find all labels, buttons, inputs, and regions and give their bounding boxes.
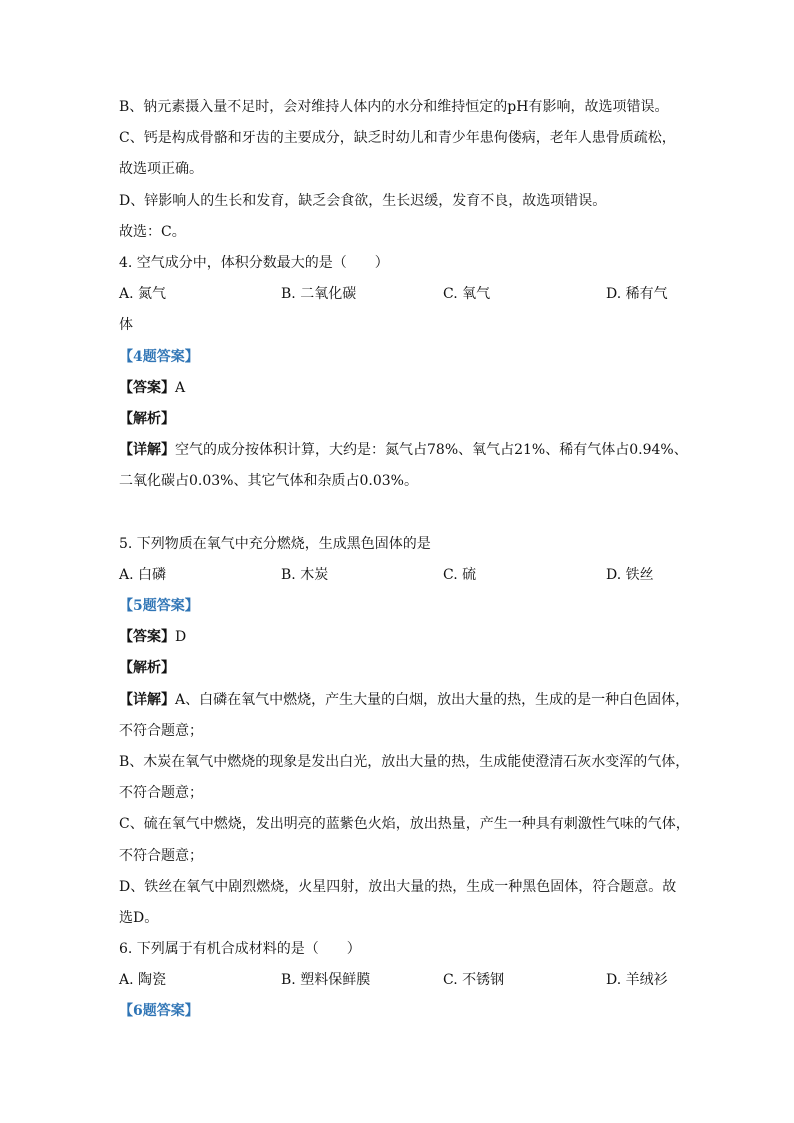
prev-explanation-d: D、锌影响人的生长和发育，缺乏会食欲，生长迟缓，发育不良，故选项错误。 <box>119 192 607 209</box>
prev-explanation-b: B、钠元素摄入量不足时，会对维持人体内的水分和维持恒定的pH有影响，故选项错误。 <box>119 99 669 115</box>
q4-detail-text1: 空气的成分按体积计算，大约是：氮气占78%、氧气占21%、稀有气体占0.94%、 <box>175 442 688 459</box>
q4-answer-heading: 【4题答案】 <box>119 348 199 365</box>
q5-answer <box>119 628 689 659</box>
q4-options <box>119 285 689 316</box>
q5-detail-d-line1: D、铁丝在氧气中剧烈燃烧，火星四射，放出大量的热，生成一种黑色固体，符合题意。故 <box>119 878 677 895</box>
q4-option-a: A. 氮气 <box>119 286 167 303</box>
q5-detail-a-line1 <box>119 691 689 722</box>
prev-explanation-c-line1: C、钙是构成骨骼和牙齿的主要成分，缺乏时幼儿和青少年患佝偻病，老年人患骨质疏松， <box>119 130 676 147</box>
q4-option-d-wrap: 体 <box>119 317 133 334</box>
q4-option-b: B. 二氧化碳 <box>281 286 357 303</box>
q5-detail-d-line2: 选D。 <box>119 909 159 926</box>
document-page <box>119 98 689 1034</box>
q5-answer-tag: 【答案】 <box>119 629 175 646</box>
q5-detail-a-line2: 不符合题意； <box>119 722 203 739</box>
q5-options <box>119 566 689 597</box>
q5-detail-b-line1: B、木炭在氧气中燃烧的现象是发出白光，放出大量的热，生成能使澄清石灰水变浑的气体， <box>119 753 690 770</box>
q5-option-c: C. 硫 <box>443 566 477 583</box>
prev-explanation-c-line2: 故选项正确。 <box>119 161 203 178</box>
q5-detail-a-text1: A、白磷在氧气中燃烧，产生大量的白烟，放出大量的热，生成的是一种白色固体， <box>175 691 690 708</box>
prev-choice: 故选：C。 <box>119 223 186 240</box>
q4-analysis-heading: 【解析】 <box>119 410 175 427</box>
q4-option-d: D. 稀有气 <box>606 286 668 303</box>
q5-detail-c-line1: C、硫在氧气中燃烧，发出明亮的蓝紫色火焰，放出热量，产生一种具有刺激性气味的气体， <box>119 816 690 833</box>
q6-options <box>119 971 689 1002</box>
q5-analysis-heading: 【解析】 <box>119 660 175 677</box>
q5-detail-c-line2: 不符合题意； <box>119 847 203 864</box>
q4-detail-tag: 【详解】 <box>119 442 175 459</box>
q5-answer-value: D <box>175 629 187 646</box>
q4-detail-line1 <box>119 441 689 472</box>
q4-answer-tag: 【答案】 <box>119 379 175 396</box>
q4-answer <box>119 379 689 410</box>
q4-answer-value: A <box>175 379 186 396</box>
q4-option-c: C. 氧气 <box>443 286 491 303</box>
q6-option-d: D. 羊绒衫 <box>606 972 668 989</box>
q5-stem: 5. 下列物质在氧气中充分燃烧，生成黑色固体的是 <box>119 535 431 552</box>
q6-stem: 6. 下列属于有机合成材料的是（ ） <box>119 941 361 958</box>
q5-option-d: D. 铁丝 <box>606 566 654 583</box>
q6-answer-heading: 【6题答案】 <box>119 1003 199 1020</box>
q5-option-a: A. 白磷 <box>119 566 167 583</box>
spacer <box>119 503 689 534</box>
q5-option-b: B. 木炭 <box>281 566 329 583</box>
q6-option-b: B. 塑料保鲜膜 <box>281 972 371 989</box>
q5-detail-b-line2: 不符合题意； <box>119 785 203 802</box>
q4-detail-line2: 二氧化碳占0.03%、其它气体和杂质占0.03%。 <box>119 473 418 490</box>
q5-detail-tag: 【详解】 <box>119 691 175 708</box>
q6-option-a: A. 陶瓷 <box>119 972 167 989</box>
q6-option-c: C. 不锈钢 <box>443 972 505 989</box>
q4-stem: 4. 空气成分中，体积分数最大的是（ ） <box>119 254 389 271</box>
q5-answer-heading: 【5题答案】 <box>119 598 199 614</box>
